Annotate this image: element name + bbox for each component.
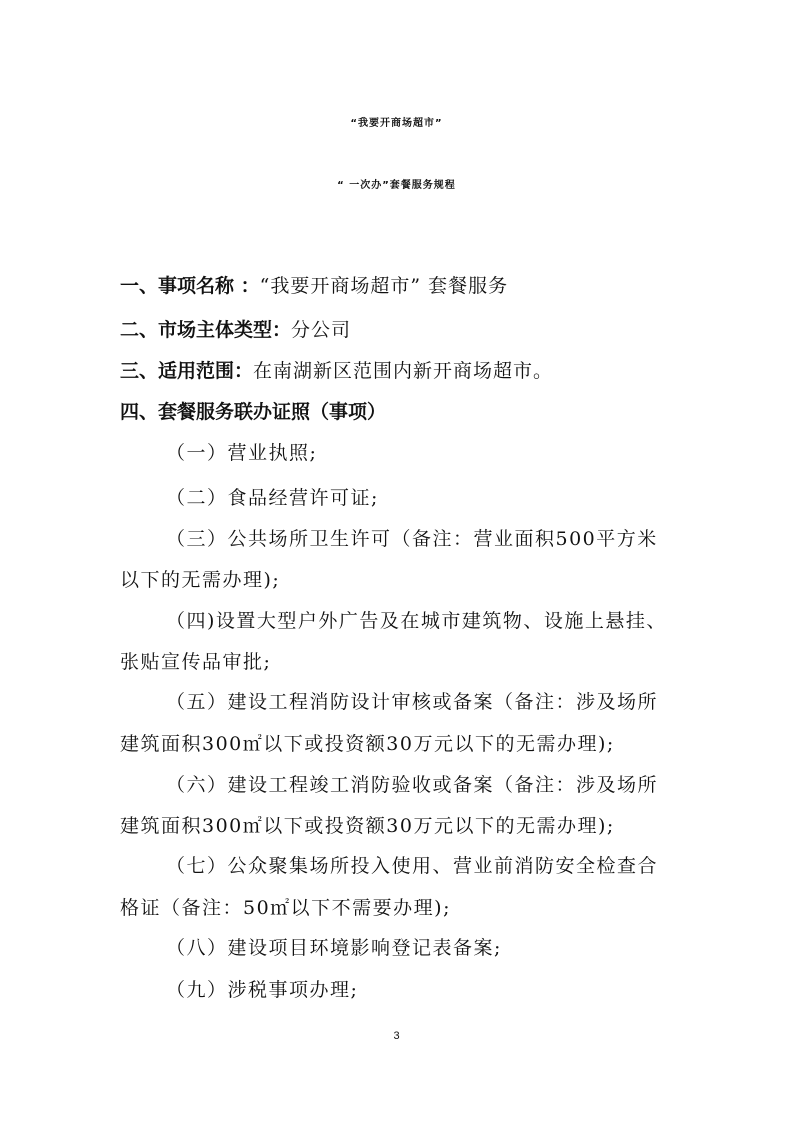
- page-number: 3: [393, 1030, 400, 1042]
- section-item-name: [120, 274, 508, 298]
- list-item: （二）食品经营许可证;: [166, 487, 379, 509]
- document-title-line-2: “ 一次办”套餐服务规程: [337, 180, 456, 191]
- section-entity-type: [120, 318, 351, 342]
- list-item: （三）公共场所卫生许可（备注：营业面积500平方米: [166, 528, 658, 550]
- list-item: （五）建设工程消防设计审核或备案（备注：涉及场所: [166, 691, 659, 713]
- list-item: （九）涉税事项办理;: [166, 979, 359, 1001]
- list-item-continuation: 以下的无需办理);: [120, 569, 281, 591]
- section-value: 分公司: [291, 319, 352, 341]
- section-value: 在南湖新区范围内新开商场超市。: [253, 360, 554, 382]
- list-item: （一）营业执照;: [166, 442, 318, 464]
- list-item: （六）建设工程竣工消防验收或备案（备注：涉及场所: [166, 774, 659, 796]
- section-label: 一、事项名称 ：: [120, 275, 260, 297]
- section-label: 二、市场主体类型：: [120, 319, 292, 341]
- list-item-continuation: 建筑面积300㎡以下或投资额30万元以下的无需办理);: [120, 733, 615, 755]
- list-item: （八）建设项目环境影响登记表备案;: [166, 937, 502, 959]
- list-item: （七）公众聚集场所投入使用、营业前消防安全检查合: [166, 855, 659, 877]
- section-label: 三、适用范围：: [120, 360, 254, 382]
- section-scope: [120, 359, 553, 383]
- list-item: （四)设置大型户外广告及在城市建筑物、设施上悬挂、: [166, 610, 667, 632]
- document-title-line-1: “我要开商场超市”: [350, 118, 443, 129]
- list-item-continuation: 格证（备注：50㎡以下不需要办理);: [120, 897, 451, 919]
- section-joint-licenses: [120, 400, 386, 424]
- section-value: “我要开商场超市” 套餐服务: [259, 275, 509, 297]
- section-label: 四、套餐服务联办证照（事项）: [120, 401, 387, 423]
- list-item-continuation: 建筑面积300㎡以下或投资额30万元以下的无需办理);: [120, 815, 615, 837]
- list-item-continuation: 张贴宣传品审批;: [120, 651, 272, 673]
